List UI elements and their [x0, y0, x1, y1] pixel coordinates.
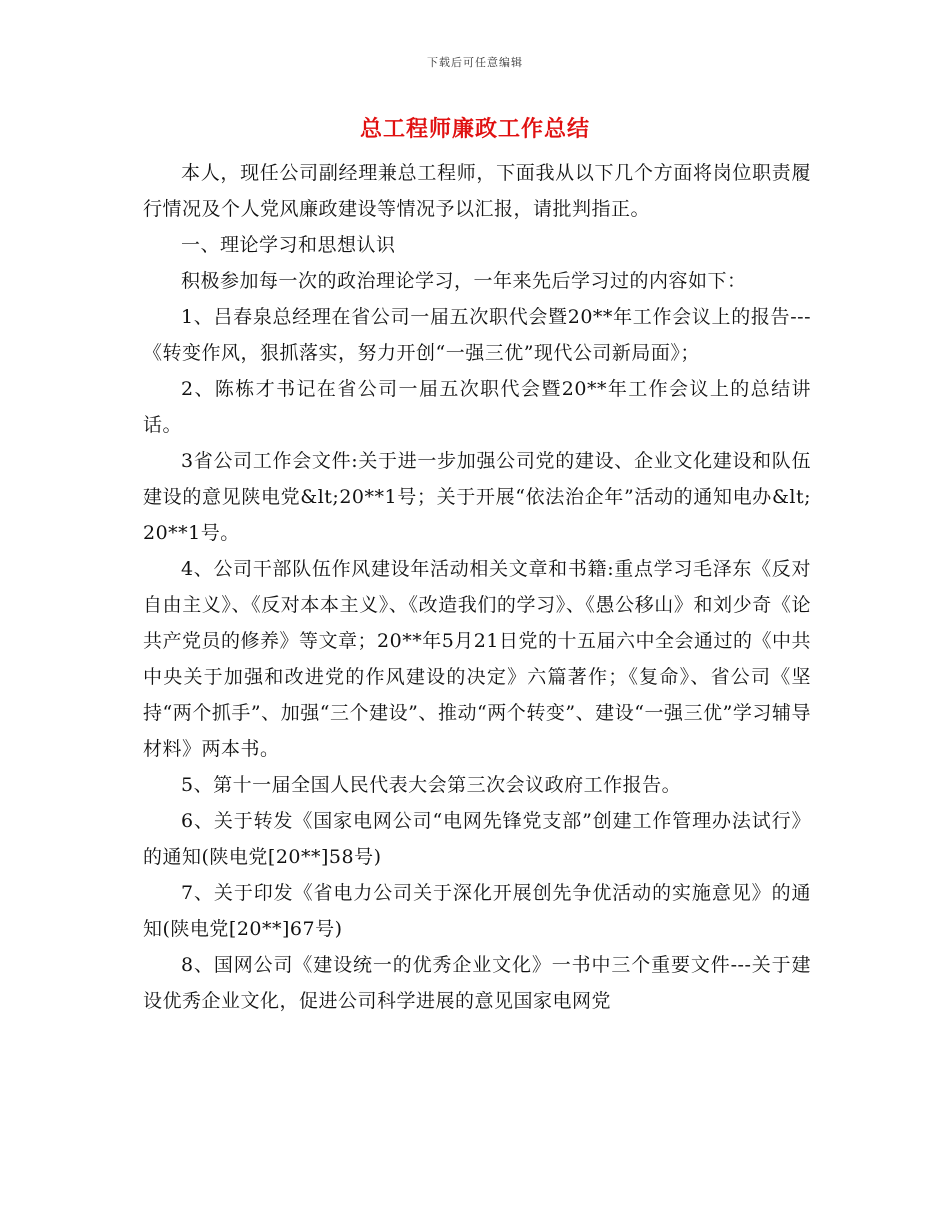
section-heading: 一、理论学习和思想认识: [181, 234, 396, 256]
paragraph-study-intro: 积极参加每一次的政治理论学习，一年来先后学习过的内容如下：: [181, 270, 747, 292]
list-item-4: 4、公司干部队伍作风建设年活动相关文章和书籍:重点学习毛泽东《反对自由主义》、《反对本本主义》、《改造我们的学习》、《愚公移山》和刘少奇《论共产党员的修养》等文章；20**年5月21日党的十五届六中全会通过的《中共中央关于加强和改进党的作风建设的决定》六篇著作；《复命》、省公司《坚持“两个抓手”、加强“三个建设”、推动“两个转变”、建设“一强三优”学习辅导材料》两本书。: [143, 558, 811, 760]
list-item-2: 2、陈栋才书记在省公司一届五次职代会暨20**年工作会议上的总结讲话。: [143, 378, 811, 436]
header-note: 下载后可任意编辑: [427, 56, 523, 69]
list-item-7: 7、关于印发《省电力公司关于深化开展创先争优活动的实施意见》的通知(陕电党[20**]67号): [143, 882, 811, 940]
list-item-1: 1、吕春泉总经理在省公司一届五次职代会暨20**年工作会议上的报告---《转变作风，狠抓落实，努力开创“一强三优”现代公司新局面》；: [143, 306, 811, 364]
paragraph-intro: 本人，现任公司副经理兼总工程师，下面我从以下几个方面将岗位职责履行情况及个人党风廉政建设等情况予以汇报，请批判指正。: [143, 162, 811, 220]
list-item-5: 5、第十一届全国人民代表大会第三次会议政府工作报告。: [181, 774, 682, 796]
list-item-6: 6、关于转发《国家电网公司“电网先锋党支部”创建工作管理办法试行》的通知(陕电党[20**]58号): [143, 810, 811, 868]
list-item-8: 8、国网公司《建设统一的优秀企业文化》一书中三个重要文件---关于建设优秀企业文化，促进公司科学进展的意见国家电网党: [143, 954, 811, 1012]
list-item-3: 3省公司工作会文件:关于进一步加强公司党的建设、企业文化建设和队伍建设的意见陕电党&lt;20**1号；关于开展“依法治企年”活动的通知电办&lt;20**1号。: [143, 450, 811, 544]
document-title: 总工程师廉政工作总结: [359, 117, 590, 142]
document-body: [143, 155, 811, 1019]
